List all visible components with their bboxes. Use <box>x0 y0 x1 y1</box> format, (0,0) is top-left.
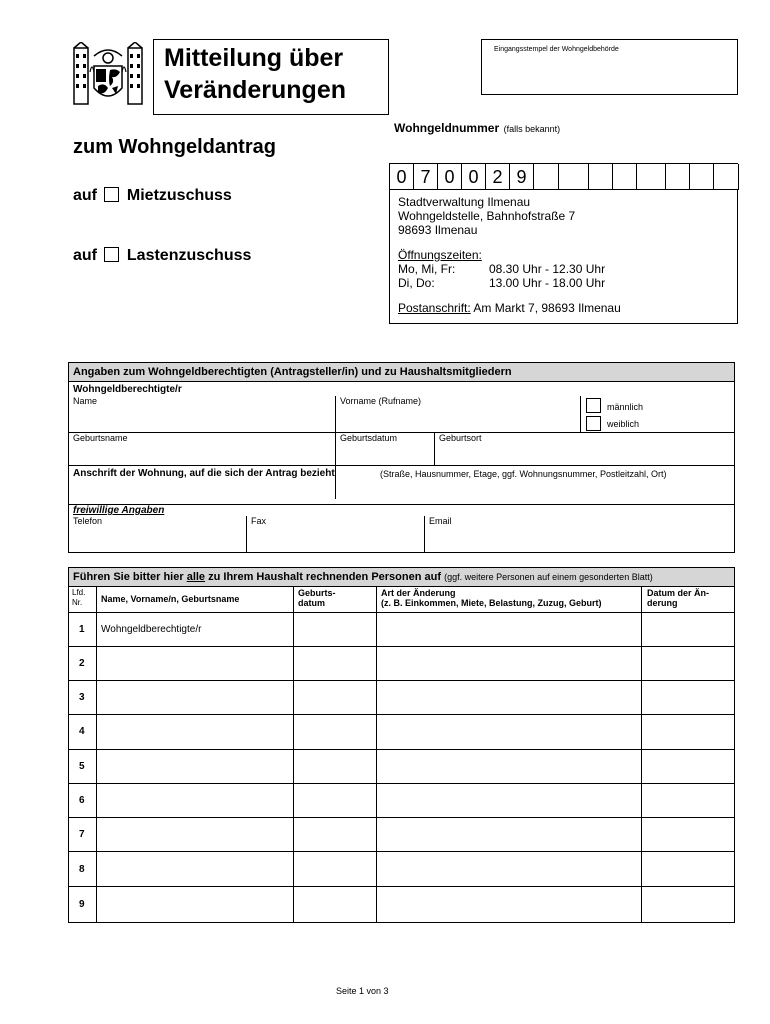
heading-underlined: alle <box>186 571 206 583</box>
authority-city: 98693 Ilmenau <box>398 223 478 237</box>
table-row[interactable] <box>69 647 734 681</box>
mietzuschuss-checkbox[interactable] <box>104 187 119 202</box>
opening-days-2: Di, Do: <box>398 276 435 290</box>
row-number: 1 <box>79 624 85 635</box>
option-mietzuschuss[interactable] <box>73 187 232 205</box>
geburtsdatum-field[interactable] <box>336 433 434 465</box>
digit-cell[interactable] <box>534 164 559 190</box>
vorname-field[interactable] <box>336 396 581 432</box>
telefon-field[interactable] <box>69 516 246 552</box>
table-row[interactable] <box>69 715 734 750</box>
row-number: 8 <box>79 864 85 875</box>
geburtsort-field[interactable] <box>435 433 733 465</box>
page-number: Seite 1 von 3 <box>336 986 389 996</box>
digit-cell[interactable] <box>637 164 666 190</box>
email-label: Email <box>429 516 452 526</box>
col-nr-line2: Nr. <box>72 598 83 607</box>
female-label: weiblich <box>607 419 640 429</box>
geburtsname-field[interactable] <box>69 433 335 465</box>
male-checkbox[interactable] <box>586 398 601 413</box>
female-checkbox[interactable] <box>586 416 601 431</box>
col-date-line1: Datum der Än- <box>647 588 710 598</box>
option-label: Lastenzuschuss <box>126 247 252 264</box>
row-number: 3 <box>79 692 85 703</box>
digit-cell[interactable]: 2 <box>486 164 510 190</box>
name-field[interactable] <box>69 396 335 432</box>
table-row[interactable] <box>69 681 734 715</box>
col-header-date <box>647 588 709 608</box>
section1-heading: Angaben zum Wohngeldberechtigten (Antragsteller/in) und zu Haushaltsmitgliedern <box>73 366 512 378</box>
table-row[interactable] <box>69 750 734 784</box>
col-date-line2: derung <box>647 598 678 608</box>
digit-cell[interactable]: 7 <box>414 164 438 190</box>
section2-header <box>69 568 734 587</box>
name-label: Name <box>73 396 98 406</box>
email-field[interactable] <box>425 516 733 552</box>
wohngeldnummer-label <box>394 119 560 137</box>
col-change-line2: (z. B. Einkommen, Miete, Belastung, Zuzug, Geburt) <box>381 598 602 608</box>
option-prefix: auf <box>73 187 97 204</box>
page-subtitle: zum Wohngeldantrag <box>73 136 276 158</box>
opening-time-2: 13.00 Uhr - 18.00 Uhr <box>489 276 606 290</box>
household-table <box>68 567 735 923</box>
col-header-change <box>381 588 602 608</box>
authority-street: Wohngeldstelle, Bahnhofstraße 7 <box>398 209 576 223</box>
applicant-section <box>68 362 735 553</box>
option-lastenzuschuss[interactable] <box>73 247 251 265</box>
authority-name: Stadtverwaltung Ilmenau <box>398 195 531 209</box>
row-number: 9 <box>79 899 85 910</box>
col-birth-line2: datum <box>298 598 325 608</box>
digit-cell[interactable]: 0 <box>462 164 486 190</box>
digit-cell[interactable] <box>559 164 589 190</box>
coat-of-arms-logo <box>70 42 146 110</box>
digit-cell[interactable] <box>666 164 690 190</box>
optional-heading: freiwillige Angaben <box>73 505 165 516</box>
digit-cell[interactable] <box>589 164 613 190</box>
section2-heading <box>73 571 653 583</box>
section1-header <box>69 363 734 382</box>
address-field[interactable] <box>69 466 734 504</box>
col-header-name: Name, Vorname/n, Geburtsname <box>101 594 240 604</box>
heading-hint: (ggf. weitere Personen auf einem gesonderten Blatt) <box>444 572 653 582</box>
authority-address-box <box>389 189 738 324</box>
digit-cell[interactable]: 9 <box>510 164 534 190</box>
receipt-stamp-box[interactable] <box>481 39 738 95</box>
fax-field[interactable] <box>247 516 425 552</box>
table-row[interactable] <box>69 612 734 647</box>
digit-cell[interactable]: 0 <box>390 164 414 190</box>
wohngeldnummer-title: Wohngeldnummer <box>394 121 500 135</box>
stamp-label: Eingangsstempel der Wohngeldbehörde <box>494 46 619 53</box>
table-row[interactable] <box>69 818 734 852</box>
geburtsort-label: Geburtsort <box>439 433 482 443</box>
male-label: männlich <box>607 402 644 412</box>
opening-days-1: Mo, Mi, Fr: <box>398 262 456 276</box>
option-label: Mietzuschuss <box>126 187 232 204</box>
option-prefix: auf <box>73 247 97 264</box>
address-label: Anschrift der Wohnung, auf die sich der Antrag bezieht <box>73 468 335 479</box>
heading-post: zu Ihrem Haushalt rechnenden Personen auf <box>208 571 442 583</box>
postal-label: Postanschrift: <box>398 301 471 315</box>
col-birth-line1: Geburts- <box>298 588 336 598</box>
opening-hours-title: Öffnungszeiten: <box>398 248 482 262</box>
heading-pre: Führen Sie bitter hier <box>73 571 184 583</box>
col-header-birth <box>298 588 336 608</box>
fax-label: Fax <box>251 516 267 526</box>
telefon-label: Telefon <box>73 516 103 526</box>
wohngeldnummer-field[interactable] <box>389 163 738 190</box>
row-number: 2 <box>79 658 85 669</box>
lastenzuschuss-checkbox[interactable] <box>104 247 119 262</box>
digit-cell[interactable] <box>714 164 739 190</box>
row-number: 6 <box>79 795 85 806</box>
table-row[interactable] <box>69 887 734 921</box>
opening-time-1: 08.30 Uhr - 12.30 Uhr <box>489 262 606 276</box>
row-number: 7 <box>79 829 85 840</box>
geburtsdatum-label: Geburtsdatum <box>340 433 398 443</box>
digit-cell[interactable]: 0 <box>438 164 462 190</box>
applicant-subheading: Wohngeldberechtigte/r <box>73 384 182 395</box>
wohngeldnummer-hint: (falls bekannt) <box>503 124 561 134</box>
vorname-label: Vorname (Rufname) <box>340 396 422 406</box>
col-change-line1: Art der Änderung <box>381 588 456 598</box>
postal-address <box>398 301 621 315</box>
row-number: 4 <box>79 726 85 737</box>
digit-cell[interactable] <box>690 164 714 190</box>
geburtsname-label: Geburtsname <box>73 433 128 443</box>
row-name: Wohngeldberechtigte/r <box>101 624 202 635</box>
table-row[interactable] <box>69 784 734 818</box>
title-line-1: Mitteilung über <box>164 44 344 72</box>
table-row[interactable] <box>69 852 734 887</box>
digit-cell[interactable] <box>613 164 637 190</box>
col-header-nr <box>72 588 85 608</box>
title-line-2: Veränderungen <box>164 76 346 104</box>
postal-value: Am Markt 7, 98693 Ilmenau <box>473 301 621 315</box>
title-box <box>153 39 389 115</box>
row-number: 5 <box>79 761 85 772</box>
address-hint: (Straße, Hausnummer, Etage, ggf. Wohnungsnummer, Postleitzahl, Ort) <box>380 469 667 479</box>
col-nr-line1: Lfd. <box>72 588 86 597</box>
